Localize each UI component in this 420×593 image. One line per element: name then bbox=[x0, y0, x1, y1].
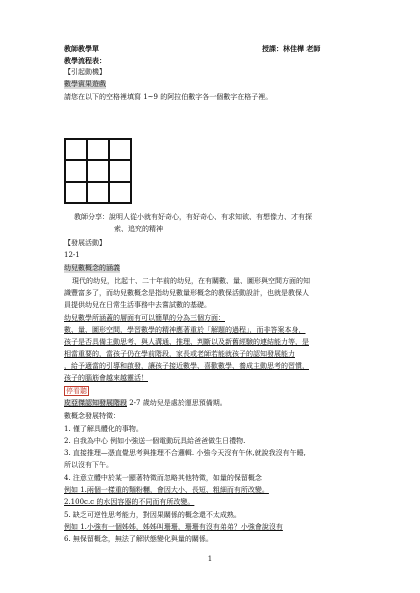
trait-item: 5. 缺乏可逆性思考能力，對因果關係的概念還不太成熟。 bbox=[64, 511, 241, 519]
flow-title: 教學流程表： bbox=[64, 56, 106, 65]
paragraph-line: 數、量、圖形空間，學習數學的精神應著重於「解題的過程」，而非答案本身， bbox=[64, 326, 306, 334]
header-right: 授課：林佳樺 老師 bbox=[262, 44, 321, 53]
teacher-note-line2: 索、追究的精神 bbox=[114, 225, 163, 233]
stop-look-listen-badge: 停看聽 bbox=[66, 387, 87, 395]
bingo-cell[interactable] bbox=[109, 182, 131, 203]
trait-item: 例如 1.小強有一個姊姊，姊姊叫珊珊，珊珊有沒有弟弟？小強會說沒有 bbox=[64, 523, 283, 531]
section-development-subtitle: 幼兒數概念的涵義 bbox=[64, 264, 120, 272]
header-left: 教師教學單 bbox=[64, 44, 99, 53]
bingo-cell[interactable] bbox=[65, 182, 87, 203]
section-development-label: 【發展活動】 bbox=[64, 239, 106, 247]
traits-intro: 數概念發展特徵： bbox=[64, 412, 120, 420]
paragraph-line: 現代的幼兒，比起十、二十年前的幼兒，在有關數、量、圖形與空間方面的知 bbox=[72, 277, 310, 285]
paragraph-line: 孩子的腦筋會越來越靈活！ bbox=[64, 374, 148, 382]
trait-item: 6. 無保留概念，無法了解狀態變化與量的關係。 bbox=[64, 535, 213, 543]
trait-item: 例如 1.兩個一樣重的麵粉糰，會因大小、長短、粗細而有所改變。 bbox=[64, 486, 269, 494]
section-motivation-subtitle: 數學賓果遊戲 bbox=[64, 80, 106, 88]
paragraph-intro: 幼兒數學所涵蓋的層面有可以簡單的分為三個方面： bbox=[64, 314, 225, 322]
piaget-subtitle: 皮亞傑認知發展階段 bbox=[64, 399, 127, 407]
section-number: 12-1 bbox=[64, 251, 80, 259]
bingo-cell[interactable] bbox=[87, 182, 109, 203]
trait-item: 4. 注意立體中於某一顯著特徵而忽略其他特徵，如量的保留概念 bbox=[64, 474, 262, 482]
bingo-cell[interactable] bbox=[109, 160, 131, 181]
paragraph-line: 員提供幼兒在日常生活事務中去嘗試數的基礎。 bbox=[64, 301, 211, 309]
bingo-cell[interactable] bbox=[65, 139, 87, 160]
trait-item: 2. 自我為中心 例如小強送一個電動玩具給爸爸做生日禮物. bbox=[64, 437, 246, 445]
bingo-cell[interactable] bbox=[87, 160, 109, 181]
trait-item: 1. 僅了解具體化的事物。 bbox=[64, 425, 143, 433]
paragraph-line: 相當重要的，當孩子仍在學前階段，家長或老師若能就孩子的認知發展能力 bbox=[64, 350, 295, 358]
trait-item: 2.100c.c 的水因容器的不同而有所改變。 bbox=[64, 498, 195, 506]
paragraph-line: ，給予適當的引導和啟發，讓孩子接近數學、喜歡數學、養成主動思考的習慣， bbox=[64, 362, 309, 370]
bingo-cell[interactable] bbox=[109, 139, 131, 160]
bingo-cell[interactable] bbox=[65, 160, 87, 181]
trait-item: 所以沒有下午。 bbox=[64, 461, 113, 469]
bingo-instruction: 請您在以下的空格裡填寫 1~9 的阿拉伯數字各一個數字在格子裡。 bbox=[64, 93, 273, 101]
paragraph-line: 孩子是否具備主動思考、與人溝通、推理、判斷以及新舊經驗的連結能力等，是 bbox=[64, 338, 309, 346]
paragraph-line: 識豐富多了，而幼兒數概念是指幼兒數量形概念的教保活動設計，也就是教保人 bbox=[64, 289, 309, 297]
piaget-rest: 2-7 歲幼兒是處於運思預備期。 bbox=[127, 399, 227, 407]
piaget-line bbox=[64, 399, 227, 408]
section-motivation-label: 【引起動機】 bbox=[64, 68, 106, 76]
bingo-grid[interactable] bbox=[64, 138, 132, 204]
bingo-cell[interactable] bbox=[87, 139, 109, 160]
trait-item: 3. 直接推理—憑直覺思考與推理不合邏輯. 小強今天沒有午休,就說我沒有午睡, bbox=[64, 449, 306, 457]
page-number: 1 bbox=[207, 555, 213, 563]
teacher-note-line1: 教師分享：說明人從小就有好奇心，有好奇心、有求知欲、有想像力、才有探 bbox=[74, 213, 312, 221]
